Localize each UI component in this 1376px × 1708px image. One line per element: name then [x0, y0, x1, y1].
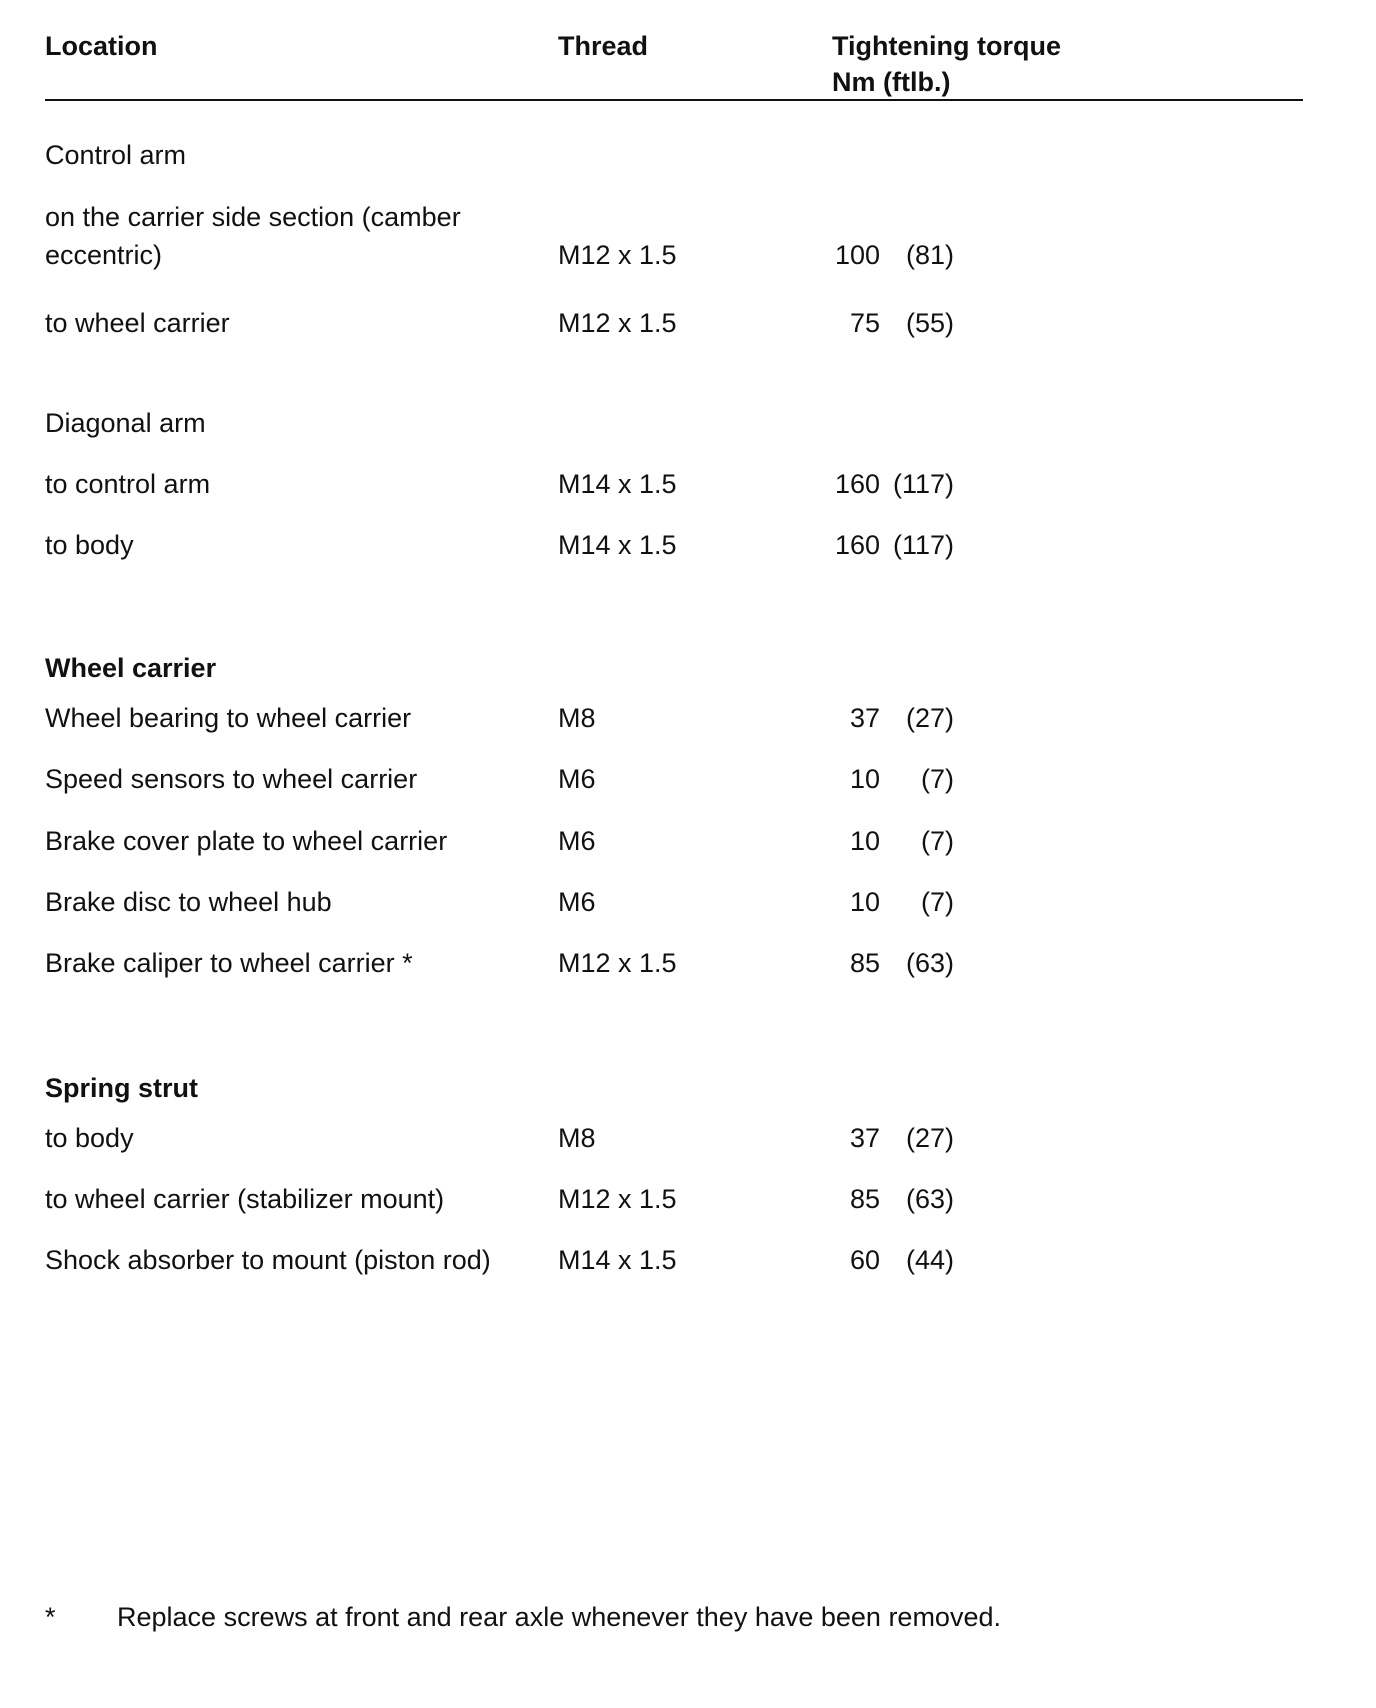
table-row-thread: M14 x 1.5	[558, 530, 677, 560]
table-row-thread: M14 x 1.5	[558, 1245, 677, 1275]
table-row-thread: M8	[558, 703, 596, 733]
table-row-thread: M12 x 1.5	[558, 240, 677, 270]
column-header-torque: Tightening torque	[832, 31, 1061, 61]
table-row-location: Brake disc to wheel hub	[45, 887, 332, 917]
table-row-location: Shock absorber to mount (piston rod)	[45, 1245, 491, 1275]
table-row-thread: M12 x 1.5	[558, 1184, 677, 1214]
table-row-location: Speed sensors to wheel carrier	[45, 764, 418, 794]
table-row-torque-nm: 85	[849, 948, 880, 978]
table-row-torque-nm: 10	[849, 764, 880, 794]
table-row-torque-ftlb: (117)	[892, 469, 954, 499]
table-row-thread: M12 x 1.5	[558, 948, 677, 978]
table-row-torque-ftlb: (81)	[905, 240, 954, 270]
table-row-location: Brake cover plate to wheel carrier	[45, 826, 448, 856]
table-row-torque-ftlb: (27)	[905, 1123, 954, 1153]
table-row-torque-nm: 37	[849, 703, 880, 733]
footnote-marker: *	[45, 1602, 56, 1632]
footnote-text: Replace screws at front and rear axle whenever they have been removed.	[117, 1602, 1001, 1632]
section-title-wheel-carrier: Wheel carrier	[45, 653, 217, 683]
column-header-location: Location	[45, 31, 158, 61]
table-row-torque-nm: 60	[849, 1245, 880, 1275]
table-row-torque-nm: 160	[834, 530, 880, 560]
table-row-torque-nm: 100	[834, 240, 880, 270]
table-row-torque-ftlb: (27)	[905, 703, 954, 733]
table-row-location: Brake caliper to wheel carrier *	[45, 948, 413, 978]
section-title-spring-strut: Spring strut	[45, 1073, 198, 1103]
section-title-diagonal-arm: Diagonal arm	[45, 408, 206, 438]
table-row-torque-ftlb: (7)	[921, 764, 954, 794]
table-row-torque-nm: 75	[849, 308, 880, 338]
table-row-location: Wheel bearing to wheel carrier	[45, 703, 412, 733]
table-row-location: on the carrier side section (camber	[45, 202, 461, 232]
table-row-thread: M12 x 1.5	[558, 308, 677, 338]
table-row-thread: M6	[558, 887, 596, 917]
table-row-thread: M14 x 1.5	[558, 469, 677, 499]
column-header-torque-units: Nm (ftlb.)	[832, 67, 951, 97]
column-header-thread: Thread	[558, 31, 649, 61]
table-row-torque-ftlb: (63)	[905, 948, 954, 978]
section-title-control-arm: Control arm	[45, 140, 187, 170]
table-row-torque-ftlb: (7)	[921, 826, 954, 856]
table-row-location-cont: eccentric)	[45, 240, 163, 270]
table-row-torque-nm: 10	[849, 887, 880, 917]
table-row-torque-ftlb: (63)	[905, 1184, 954, 1214]
table-row-torque-ftlb: (44)	[905, 1245, 954, 1275]
table-row-torque-nm: 85	[849, 1184, 880, 1214]
table-row-torque-nm: 10	[849, 826, 880, 856]
table-row-location: to wheel carrier (stabilizer mount)	[45, 1184, 445, 1214]
table-row-location: to control arm	[45, 469, 211, 499]
table-row-torque-nm: 37	[849, 1123, 880, 1153]
table-row-location: to body	[45, 1123, 134, 1153]
table-row-thread: M6	[558, 826, 596, 856]
table-row-torque-ftlb: (55)	[905, 308, 954, 338]
table-row-torque-ftlb: (7)	[921, 887, 954, 917]
table-row-location: to wheel carrier	[45, 308, 230, 338]
table-row-location: to body	[45, 530, 134, 560]
table-row-thread: M8	[558, 1123, 596, 1153]
header-divider	[45, 99, 1303, 101]
table-row-thread: M6	[558, 764, 596, 794]
table-row-torque-ftlb: (117)	[892, 530, 954, 560]
table-row-torque-nm: 160	[834, 469, 880, 499]
